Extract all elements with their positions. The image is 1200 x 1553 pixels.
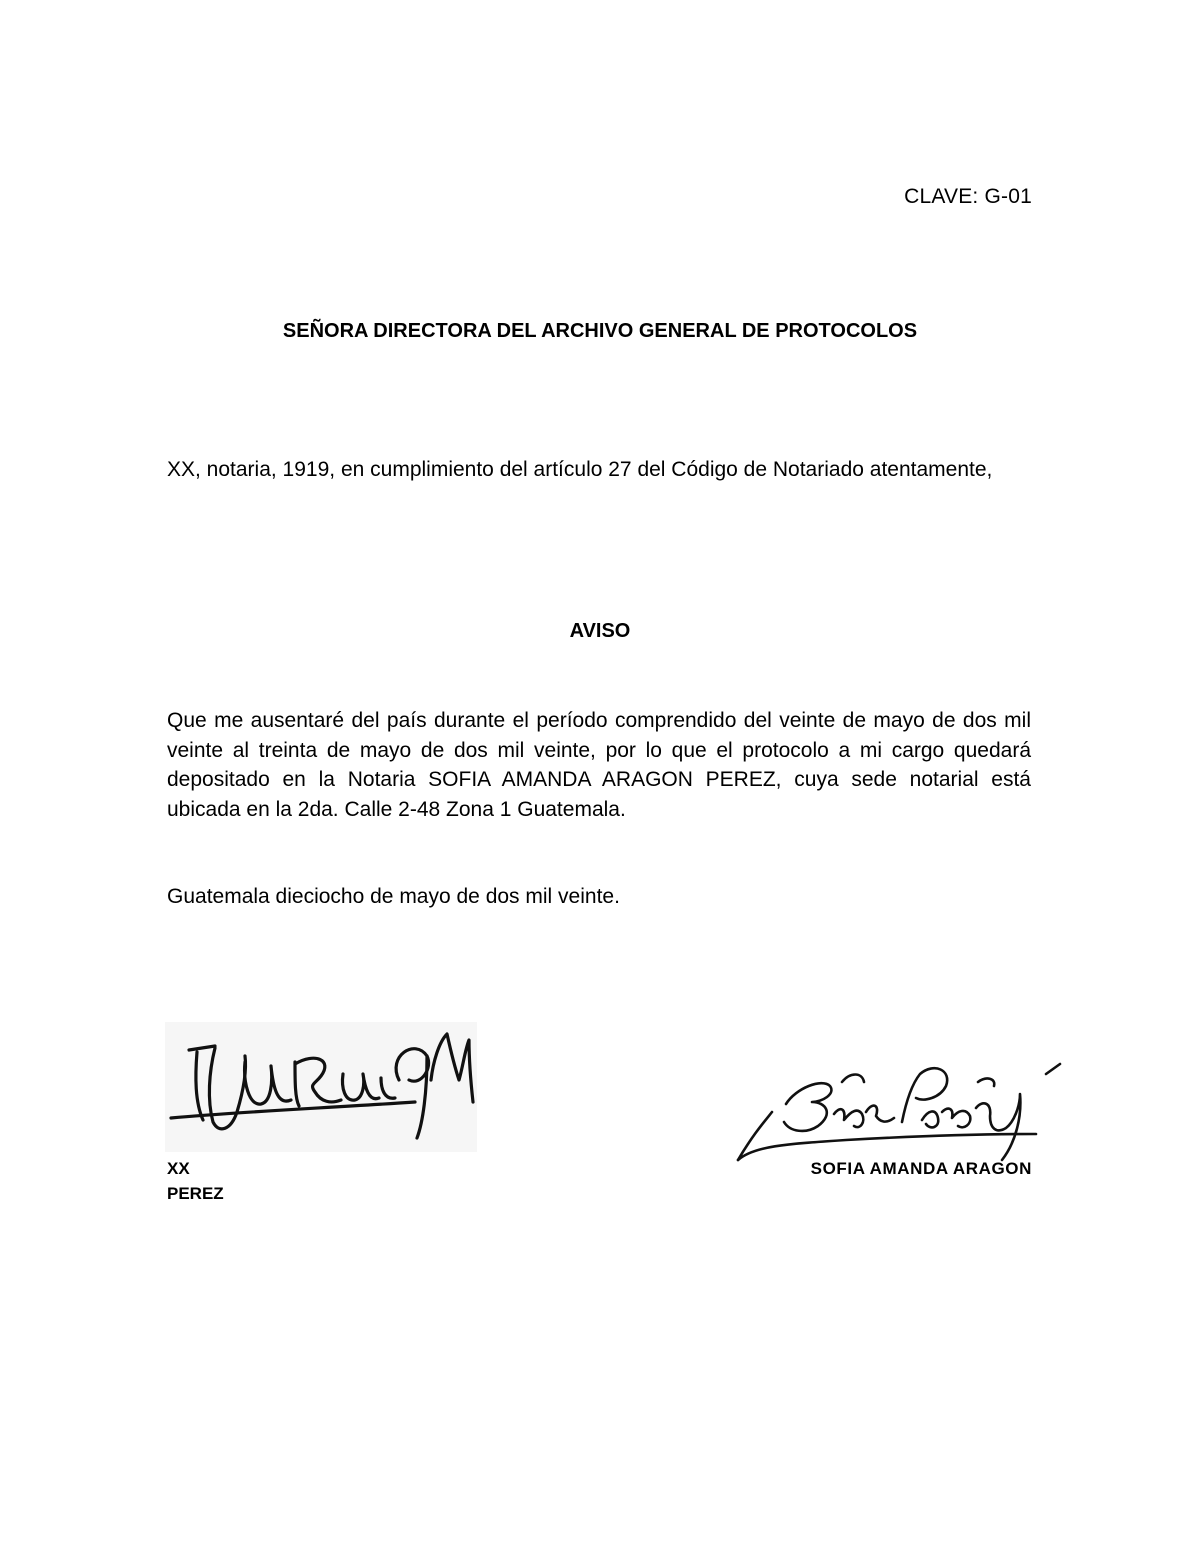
document-code: CLAVE: G-01	[904, 185, 1032, 208]
left-signatory-name-line1: XX	[167, 1159, 190, 1178]
intro-paragraph: XX, notaria, 1919, en cumplimiento del artículo 27 del Código de Notariado atentamente,	[167, 458, 993, 481]
notice-body: Que me ausentaré del país durante el período comprendido del veinte de mayo de dos mil veinte al treinta de mayo de dos mil veinte, por lo que el protocolo a mi cargo quedará depositado en la Notaria SOFIA AMANDA ARAGON PEREZ, cuya sede notarial está ubicada en la 2da. Calle 2-48 Zona 1 Guatemala.	[167, 709, 1031, 821]
right-signatory-name: SOFIA AMANDA ARAGON	[810, 1159, 1032, 1178]
addressee-heading: SEÑORA DIRECTORA DEL ARCHIVO GENERAL DE PROTOCOLOS	[282, 320, 918, 342]
left-signature	[165, 1022, 477, 1152]
left-signatory-name	[167, 1156, 224, 1206]
right-signature	[726, 1042, 1066, 1167]
notice-heading: AVISO	[569, 620, 631, 642]
left-signatory-name-line2: PEREZ	[167, 1184, 224, 1203]
place-and-date: Guatemala dieciocho de mayo de dos mil veinte.	[167, 885, 620, 908]
